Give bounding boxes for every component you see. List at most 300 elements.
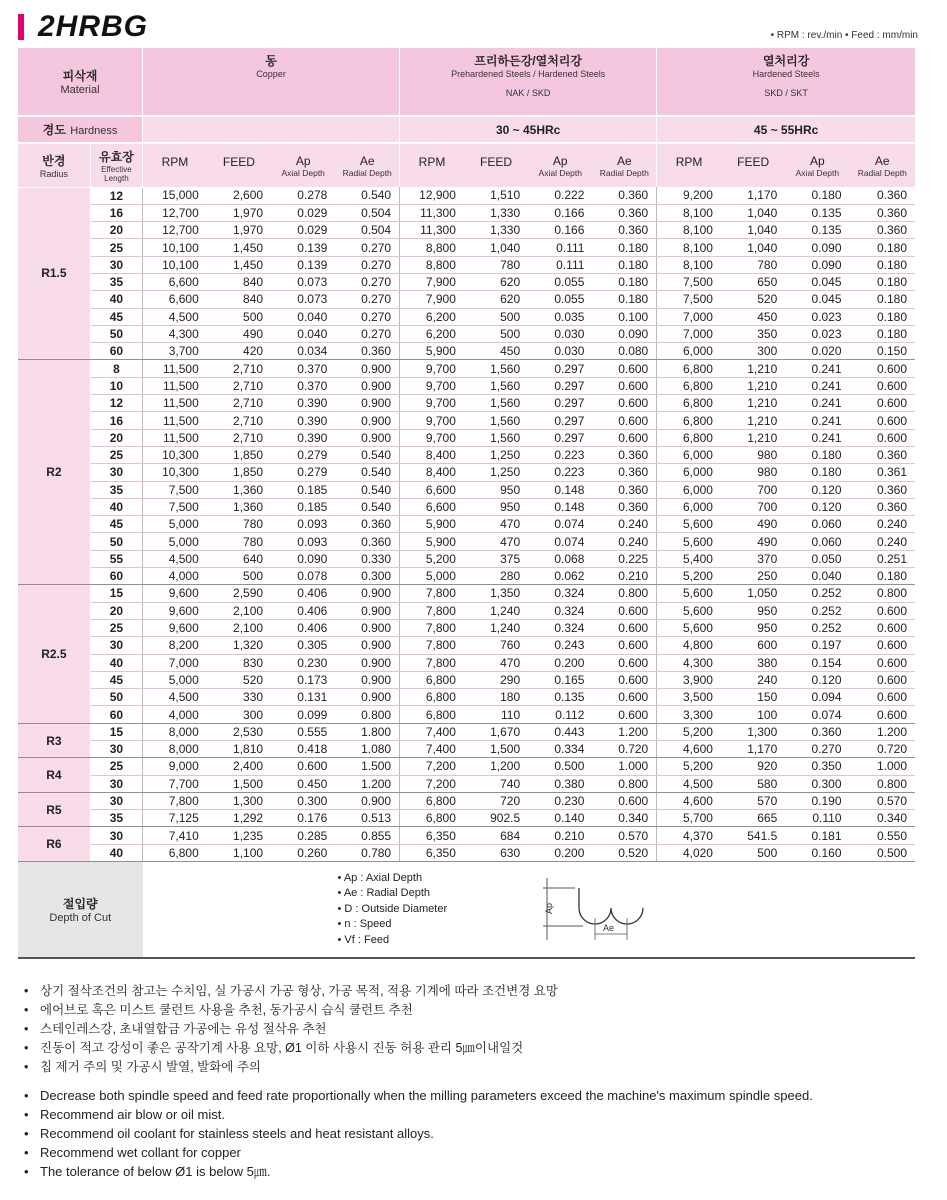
value-cell: 500 — [207, 568, 271, 585]
value-cell: 4,370 — [657, 827, 721, 844]
value-cell: 11,500 — [143, 377, 207, 394]
value-cell: 0.600 — [850, 654, 915, 671]
value-cell: 1.200 — [592, 723, 656, 740]
value-cell: 0.360 — [850, 187, 915, 204]
prehardened-group-header: 프리하든강/열처리강 Prehardened Steels / Hardened Steels NAK / SKD — [400, 48, 657, 116]
value-cell: 1,560 — [464, 412, 528, 429]
table-row — [18, 654, 915, 671]
value-cell: 1,040 — [721, 239, 785, 256]
value-cell: 0.900 — [335, 360, 399, 377]
value-cell: 0.600 — [850, 395, 915, 412]
value-cell: 0.600 — [850, 377, 915, 394]
value-cell: 830 — [207, 654, 271, 671]
note-item: • The tolerance of below Ø1 is below 5㎛. — [22, 1162, 922, 1181]
value-cell: 0.180 — [785, 464, 849, 481]
value-cell: 0.093 — [271, 516, 335, 533]
value-cell: 0.029 — [271, 204, 335, 221]
value-cell: 0.240 — [850, 516, 915, 533]
table-row — [18, 291, 915, 308]
value-cell: 0.279 — [271, 464, 335, 481]
value-cell: 8,400 — [400, 464, 464, 481]
radius-cell: R1.5 — [18, 187, 90, 360]
effective-length-cell: 16 — [90, 204, 142, 221]
value-cell: 0.300 — [271, 792, 335, 809]
value-cell: 0.200 — [528, 654, 592, 671]
value-cell: 1,450 — [207, 256, 271, 273]
value-cell: 1,235 — [207, 827, 271, 844]
value-cell: 0.190 — [785, 792, 849, 809]
value-cell: 0.135 — [785, 222, 849, 239]
value-cell: 500 — [721, 844, 785, 861]
value-cell: 0.600 — [592, 429, 656, 446]
value-cell: 0.270 — [335, 256, 399, 273]
value-cell: 0.504 — [335, 222, 399, 239]
value-cell: 1,210 — [721, 412, 785, 429]
value-cell: 0.094 — [785, 689, 849, 706]
ap-header: Ap Axial Depth — [528, 143, 592, 187]
value-cell: 0.600 — [592, 395, 656, 412]
value-cell: 0.270 — [335, 308, 399, 325]
value-cell: 0.023 — [785, 308, 849, 325]
value-cell: 0.360 — [592, 464, 656, 481]
value-cell: 5,000 — [143, 533, 207, 550]
value-cell: 0.181 — [785, 827, 849, 844]
value-cell: 0.270 — [335, 273, 399, 290]
value-cell: 2,100 — [207, 602, 271, 619]
value-cell: 6,800 — [657, 377, 721, 394]
value-cell: 6,800 — [400, 671, 464, 688]
value-cell: 0.900 — [335, 689, 399, 706]
note-item: • Recommend wet collant for copper — [22, 1143, 922, 1162]
value-cell: 0.600 — [592, 360, 656, 377]
table-row — [18, 464, 915, 481]
value-cell: 0.111 — [528, 239, 592, 256]
value-cell: 0.600 — [850, 619, 915, 636]
value-cell: 6,800 — [400, 810, 464, 827]
value-cell: 780 — [207, 516, 271, 533]
value-cell: 4,600 — [657, 792, 721, 809]
value-cell: 0.334 — [528, 741, 592, 758]
value-cell: 1.500 — [335, 758, 399, 775]
value-cell: 5,600 — [657, 516, 721, 533]
value-cell: 250 — [721, 568, 785, 585]
table-row — [18, 395, 915, 412]
value-cell: 180 — [464, 689, 528, 706]
value-cell: 5,600 — [657, 619, 721, 636]
value-cell: 1,850 — [207, 446, 271, 463]
value-cell: 4,500 — [657, 775, 721, 792]
value-cell: 0.270 — [785, 741, 849, 758]
value-cell: 0.360 — [850, 481, 915, 498]
value-cell: 0.241 — [785, 412, 849, 429]
value-cell: 1,330 — [464, 222, 528, 239]
effective-length-cell: 15 — [90, 585, 142, 602]
value-cell: 0.180 — [850, 568, 915, 585]
value-cell: 9,200 — [657, 187, 721, 204]
value-cell: 950 — [721, 619, 785, 636]
value-cell: 0.600 — [850, 412, 915, 429]
value-cell: 640 — [207, 550, 271, 567]
value-cell: 0.140 — [528, 810, 592, 827]
value-cell: 920 — [721, 758, 785, 775]
page-header — [18, 10, 918, 46]
value-cell: 0.570 — [850, 792, 915, 809]
value-cell: 7,000 — [143, 654, 207, 671]
value-cell: 0.090 — [271, 550, 335, 567]
value-cell: 9,700 — [400, 377, 464, 394]
value-cell: 9,700 — [400, 429, 464, 446]
effective-length-cell: 50 — [90, 325, 142, 342]
value-cell: 600 — [721, 637, 785, 654]
value-cell: 720 — [464, 792, 528, 809]
value-cell: 150 — [721, 689, 785, 706]
value-cell: 0.600 — [592, 412, 656, 429]
value-cell: 0.297 — [528, 377, 592, 394]
value-cell: 1,500 — [207, 775, 271, 792]
value-cell: 0.241 — [785, 395, 849, 412]
value-cell: 9,600 — [143, 585, 207, 602]
note-item: • Recommend oil coolant for stainless steels and heat resistant alloys. — [22, 1124, 922, 1143]
value-cell: 0.360 — [592, 222, 656, 239]
value-cell: 490 — [721, 516, 785, 533]
value-cell: 7,400 — [400, 741, 464, 758]
value-cell: 0.090 — [785, 256, 849, 273]
value-cell: 6,800 — [400, 792, 464, 809]
value-cell: 0.340 — [850, 810, 915, 827]
effective-length-cell: 55 — [90, 550, 142, 567]
value-cell: 0.324 — [528, 619, 592, 636]
value-cell: 1,210 — [721, 377, 785, 394]
value-cell: 11,500 — [143, 360, 207, 377]
value-cell: 7,410 — [143, 827, 207, 844]
table-row — [18, 204, 915, 221]
effective-length-cell: 60 — [90, 568, 142, 585]
value-cell: 0.270 — [335, 291, 399, 308]
value-cell: 0.418 — [271, 741, 335, 758]
ap-header: Ap Axial Depth — [785, 143, 849, 187]
feed-header: FEED — [207, 143, 271, 187]
effective-length-cell: 12 — [90, 187, 142, 204]
table-row — [18, 602, 915, 619]
value-cell: 0.600 — [850, 602, 915, 619]
value-cell: 0.540 — [335, 464, 399, 481]
value-cell: 0.360 — [592, 204, 656, 221]
value-cell: 0.223 — [528, 464, 592, 481]
value-cell: 0.305 — [271, 637, 335, 654]
value-cell: 0.180 — [592, 256, 656, 273]
effective-length-cell: 16 — [90, 412, 142, 429]
value-cell: 8,000 — [143, 741, 207, 758]
value-cell: 10,300 — [143, 446, 207, 463]
value-cell: 12,700 — [143, 222, 207, 239]
value-cell: 0.111 — [528, 256, 592, 273]
table-row — [18, 741, 915, 758]
value-cell: 780 — [207, 533, 271, 550]
value-cell: 110 — [464, 706, 528, 723]
value-cell: 0.185 — [271, 498, 335, 515]
value-cell: 0.900 — [335, 602, 399, 619]
value-cell: 7,800 — [143, 792, 207, 809]
value-cell: 0.034 — [271, 343, 335, 360]
value-cell: 520 — [721, 291, 785, 308]
value-cell: 7,800 — [400, 637, 464, 654]
value-cell: 0.131 — [271, 689, 335, 706]
value-cell: 1,170 — [721, 741, 785, 758]
value-cell: 0.068 — [528, 550, 592, 567]
cutting-conditions-table — [18, 48, 915, 959]
value-cell: 0.180 — [785, 446, 849, 463]
value-cell: 0.078 — [271, 568, 335, 585]
value-cell: 7,900 — [400, 291, 464, 308]
value-cell: 1,210 — [721, 429, 785, 446]
table-row — [18, 568, 915, 585]
cut-profile — [579, 888, 643, 924]
value-cell: 12,900 — [400, 187, 464, 204]
value-cell: 0.139 — [271, 239, 335, 256]
value-cell: 0.252 — [785, 585, 849, 602]
value-cell: 980 — [721, 464, 785, 481]
value-cell: 0.023 — [785, 325, 849, 342]
value-cell: 6,600 — [143, 273, 207, 290]
effective-length-cell: 25 — [90, 758, 142, 775]
effective-length-cell: 20 — [90, 222, 142, 239]
value-cell: 541.5 — [721, 827, 785, 844]
value-cell: 490 — [721, 533, 785, 550]
table-row — [18, 308, 915, 325]
value-cell: 0.093 — [271, 533, 335, 550]
value-cell: 0.223 — [528, 446, 592, 463]
value-cell: 0.160 — [785, 844, 849, 861]
value-cell: 450 — [721, 308, 785, 325]
value-cell: 0.406 — [271, 602, 335, 619]
value-cell: 500 — [464, 325, 528, 342]
value-cell: 0.380 — [528, 775, 592, 792]
value-cell: 1,510 — [464, 187, 528, 204]
value-cell: 0.270 — [335, 239, 399, 256]
value-cell: 4,800 — [657, 637, 721, 654]
value-cell: 8,400 — [400, 446, 464, 463]
value-cell: 350 — [721, 325, 785, 342]
depth-of-cut-label: 절입량 Depth of Cut — [18, 862, 143, 958]
value-cell: 0.720 — [592, 741, 656, 758]
value-cell: 1,250 — [464, 464, 528, 481]
table-row — [18, 792, 915, 809]
value-cell: 0.074 — [528, 516, 592, 533]
value-cell: 950 — [464, 481, 528, 498]
value-cell: 7,700 — [143, 775, 207, 792]
value-cell: 0.800 — [335, 706, 399, 723]
value-cell: 0.324 — [528, 585, 592, 602]
value-cell: 7,800 — [400, 585, 464, 602]
radius-cell: R4 — [18, 758, 90, 793]
value-cell: 1,040 — [721, 222, 785, 239]
effective-length-cell: 12 — [90, 395, 142, 412]
value-cell: 0.185 — [271, 481, 335, 498]
value-cell: 7,200 — [400, 758, 464, 775]
value-cell: 6,800 — [657, 360, 721, 377]
value-cell: 0.090 — [592, 325, 656, 342]
radius-cell: R2 — [18, 360, 90, 585]
effective-length-cell: 10 — [90, 377, 142, 394]
value-cell: 1,360 — [207, 481, 271, 498]
value-cell: 8,100 — [657, 204, 721, 221]
value-cell: 2,710 — [207, 429, 271, 446]
value-cell: 0.450 — [271, 775, 335, 792]
value-cell: 1,560 — [464, 377, 528, 394]
effective-length-cell: 30 — [90, 792, 142, 809]
value-cell: 0.360 — [785, 723, 849, 740]
value-cell: 760 — [464, 637, 528, 654]
table-row — [18, 446, 915, 463]
value-cell: 4,500 — [143, 550, 207, 567]
table-row — [18, 689, 915, 706]
value-cell: 5,200 — [657, 723, 721, 740]
value-cell: 7,800 — [400, 602, 464, 619]
value-cell: 5,200 — [657, 758, 721, 775]
value-cell: 6,000 — [657, 446, 721, 463]
value-cell: 4,000 — [143, 706, 207, 723]
effective-length-cell: 25 — [90, 239, 142, 256]
value-cell: 0.099 — [271, 706, 335, 723]
value-cell: 0.600 — [592, 602, 656, 619]
table-row — [18, 723, 915, 740]
value-cell: 0.150 — [850, 343, 915, 360]
effective-length-cell: 60 — [90, 343, 142, 360]
value-cell: 0.074 — [785, 706, 849, 723]
table-row — [18, 498, 915, 515]
def-d: • D : Outside Diameter — [337, 902, 448, 915]
value-cell: 0.600 — [592, 654, 656, 671]
value-cell: 1,320 — [207, 637, 271, 654]
table-row — [18, 550, 915, 567]
value-cell: 7,500 — [143, 498, 207, 515]
value-cell: 0.500 — [850, 844, 915, 861]
value-cell: 0.360 — [850, 498, 915, 515]
value-cell: 9,000 — [143, 758, 207, 775]
value-cell: 10,300 — [143, 464, 207, 481]
value-cell: 0.406 — [271, 619, 335, 636]
note-item: • 진동이 적고 강성이 좋은 공작기계 사용 요망, Ø1 이하 사용시 진동 허용 관리 5㎛이내일것 — [22, 1039, 922, 1058]
value-cell: 0.370 — [271, 360, 335, 377]
value-cell: 3,300 — [657, 706, 721, 723]
value-cell: 2,710 — [207, 395, 271, 412]
value-cell: 12,700 — [143, 204, 207, 221]
value-cell: 0.600 — [271, 758, 335, 775]
value-cell: 1,810 — [207, 741, 271, 758]
value-cell: 3,500 — [657, 689, 721, 706]
table-row — [18, 222, 915, 239]
value-cell: 280 — [464, 568, 528, 585]
effective-length-cell: 40 — [90, 654, 142, 671]
value-cell: 5,000 — [143, 516, 207, 533]
value-cell: 0.040 — [271, 308, 335, 325]
value-cell: 0.120 — [785, 481, 849, 498]
value-cell: 0.324 — [528, 602, 592, 619]
value-cell: 0.360 — [592, 498, 656, 515]
notes-korean — [22, 982, 922, 1077]
table-row — [18, 360, 915, 377]
value-cell: 6,800 — [143, 844, 207, 861]
value-cell: 1,250 — [464, 446, 528, 463]
value-cell: 1,360 — [207, 498, 271, 515]
value-cell: 1.000 — [592, 758, 656, 775]
effective-length-cell: 20 — [90, 602, 142, 619]
page-title: 2HRBG — [38, 10, 149, 43]
effective-length-cell: 35 — [90, 273, 142, 290]
value-cell: 0.045 — [785, 291, 849, 308]
value-cell: 330 — [207, 689, 271, 706]
value-cell: 7,800 — [400, 654, 464, 671]
table-row — [18, 273, 915, 290]
value-cell: 0.180 — [592, 291, 656, 308]
value-cell: 700 — [721, 498, 785, 515]
value-cell: 500 — [464, 308, 528, 325]
value-cell: 684 — [464, 827, 528, 844]
value-cell: 3,700 — [143, 343, 207, 360]
table-row — [18, 827, 915, 844]
value-cell: 5,600 — [657, 602, 721, 619]
value-cell: 0.073 — [271, 273, 335, 290]
value-cell: 1,200 — [464, 758, 528, 775]
value-cell: 9,700 — [400, 395, 464, 412]
value-cell: 0.600 — [592, 706, 656, 723]
value-cell: 370 — [721, 550, 785, 567]
note-item: • 상기 절삭조건의 참고는 수치임, 실 가공시 가공 형상, 가공 목적, 적용 기계에 따라 조건변경 요망 — [22, 982, 922, 1001]
value-cell: 2,600 — [207, 187, 271, 204]
value-cell: 470 — [464, 533, 528, 550]
value-cell: 7,000 — [657, 325, 721, 342]
value-cell: 1,560 — [464, 360, 528, 377]
ae-header: Ae Radial Depth — [335, 143, 399, 187]
value-cell: 0.555 — [271, 723, 335, 740]
note-item: • 칩 제거 주의 및 가공시 발열, 발화에 주의 — [22, 1058, 922, 1077]
ae-label: Ae — [602, 923, 614, 934]
value-cell: 0.055 — [528, 291, 592, 308]
value-cell: 780 — [464, 256, 528, 273]
value-cell: 0.050 — [785, 550, 849, 567]
value-cell: 10,100 — [143, 239, 207, 256]
value-cell: 0.180 — [592, 273, 656, 290]
depth-of-cut-row — [18, 862, 915, 958]
value-cell: 9,600 — [143, 619, 207, 636]
value-cell: 0.230 — [528, 792, 592, 809]
value-cell: 1,240 — [464, 602, 528, 619]
value-cell: 950 — [721, 602, 785, 619]
value-cell: 620 — [464, 291, 528, 308]
value-cell: 7,125 — [143, 810, 207, 827]
value-cell: 0.600 — [850, 360, 915, 377]
hardened-hardness: 45 ~ 55HRc — [657, 116, 915, 143]
value-cell: 8,100 — [657, 256, 721, 273]
value-cell: 1.200 — [335, 775, 399, 792]
value-cell: 5,200 — [657, 568, 721, 585]
rpm-header: RPM — [657, 143, 721, 187]
value-cell: 1,560 — [464, 429, 528, 446]
value-cell: 0.900 — [335, 654, 399, 671]
value-cell: 6,800 — [657, 412, 721, 429]
value-cell: 0.361 — [850, 464, 915, 481]
value-cell: 0.073 — [271, 291, 335, 308]
effective-length-cell: 30 — [90, 827, 142, 844]
value-cell: 0.540 — [335, 446, 399, 463]
value-cell: 6,600 — [143, 291, 207, 308]
def-n: • n : Speed — [337, 918, 392, 931]
value-cell: 0.900 — [335, 792, 399, 809]
value-cell: 0.800 — [850, 585, 915, 602]
value-cell: 300 — [721, 343, 785, 360]
value-cell: 8,100 — [657, 222, 721, 239]
value-cell: 6,000 — [657, 498, 721, 515]
